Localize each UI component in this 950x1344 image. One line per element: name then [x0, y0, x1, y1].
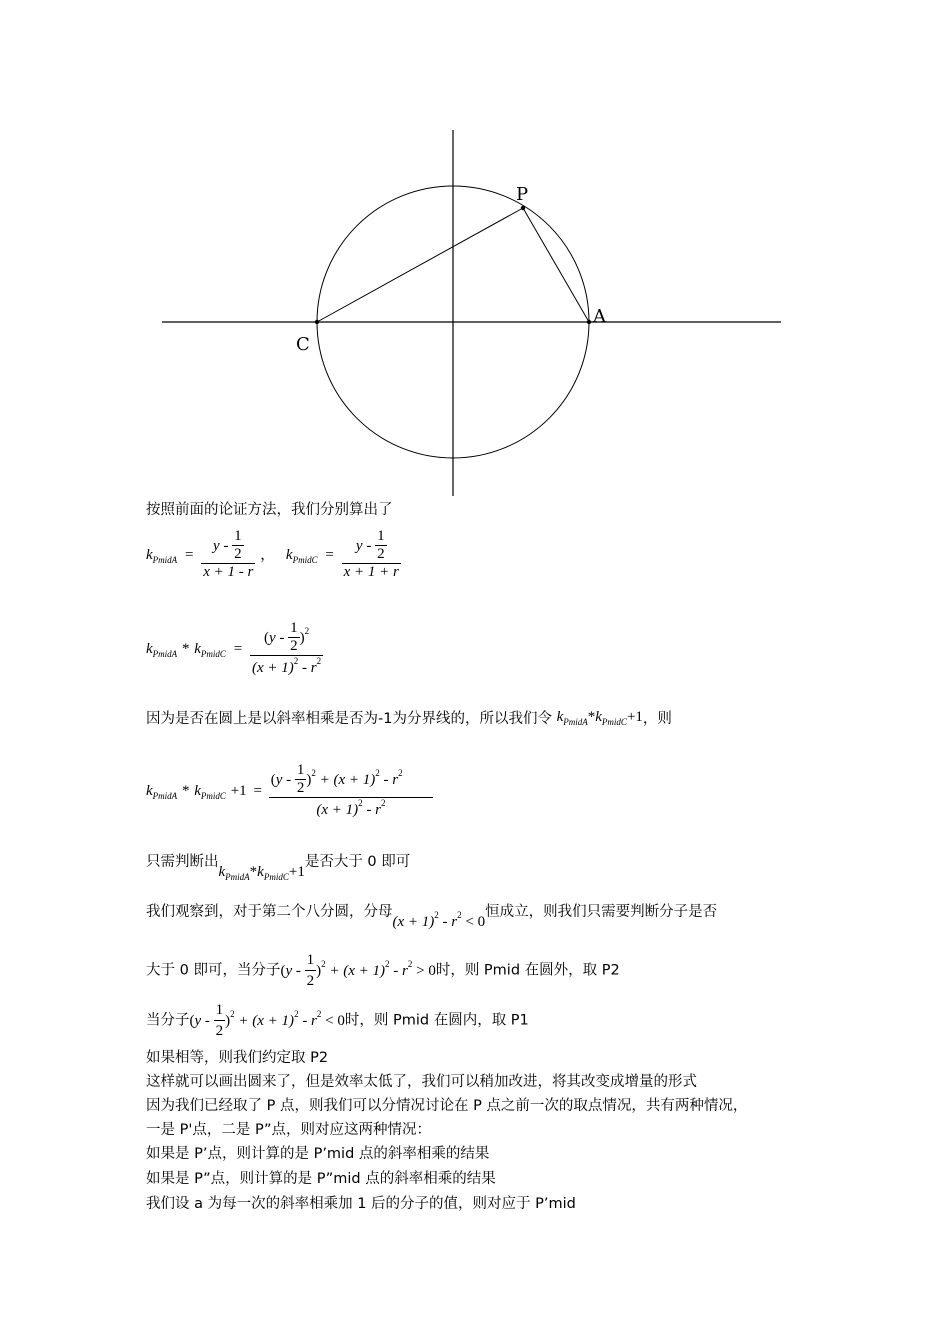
intro-line: 按照前面的论证方法，我们分别算出了: [146, 502, 393, 518]
improve-line: 这样就可以画出圆来了，但是效率太低了，我们可以稍加改进，将其改变成增量的形式: [146, 1074, 697, 1090]
cases-line-2: 一是 P'点，二是 P”点，则对应这两种情况：: [146, 1122, 431, 1138]
point-c: [315, 320, 319, 324]
greater-line: 大于 0 即可，当分子(y - $\frac{1}{2}$ )$^2 + (x + 1)^2 - r^2 > 0$时，则 Pmid 在圆外，取 P2: [146, 952, 620, 989]
if-p1-line: 如果是 P’点，则计算的是 P’mid 点的斜率相乘的结果: [146, 1146, 490, 1162]
observe-line: 我们观察到，对于第二个八分圆，分母$(x + 1)^2 - r^2 < 0$恒成立，则我们只需要判断分子是否: [146, 904, 718, 930]
label-p: P: [516, 184, 529, 205]
equation-product: $k_{PmidA} * k_{PmidC}$ = (y - $\frac{1}{2}$ )$^2$ $(x + 1)^2 - r^2$: [146, 620, 322, 676]
segment-pa: [523, 208, 589, 322]
equal-line: 如果相等，则我们约定取 P2: [146, 1050, 329, 1066]
point-p: [521, 206, 525, 210]
label-c: C: [296, 334, 310, 355]
equation-slopes: $k_{PmidA}$ = y - $\frac{1}{2}$ x + 1 - r ， $k_{PmidC}$ = y - $\frac{1}{2}$ x + 1 + r: [146, 528, 399, 580]
segment-cp: [317, 208, 523, 322]
cases-line-1: 因为我们已经取了 P 点，则我们可以分情况讨论在 P 点之前一次的取点情况，共有两种情况，: [146, 1098, 748, 1114]
equation-sum: $k_{PmidA} * k_{PmidC} +1$ = (y - $\frac{1}{2}$ )$^2 + (x + 1)^2 - r^2$ $(x + 1)^2 - r^2$: [146, 762, 433, 819]
if-p2-line: 如果是 P”点，则计算的是 P”mid 点的斜率相乘的结果: [146, 1171, 496, 1187]
judge-line: 只需判断出$k_{PmidA}*k_{PmidC}+1$是否大于 0 即可: [146, 854, 411, 882]
set-a-line: 我们设 a 为每一次的斜率相乘加 1 后的分子的值，则对应于 P’mid: [146, 1196, 576, 1212]
boundary-line: 因为是否在圆上是以斜率相乘是否为-1为分界线的，所以我们令 $k_{PmidA}*k_{PmidC}+1$，则: [146, 709, 672, 727]
circle-figure: [0, 0, 950, 510]
point-a: [587, 320, 591, 324]
label-a: A: [593, 306, 606, 327]
less-line: 当分子(y - $\frac{1}{2}$ )$^2 + (x + 1)^2 - r^2 < 0$时，则 Pmid 在圆内，取 P1: [146, 1002, 529, 1039]
